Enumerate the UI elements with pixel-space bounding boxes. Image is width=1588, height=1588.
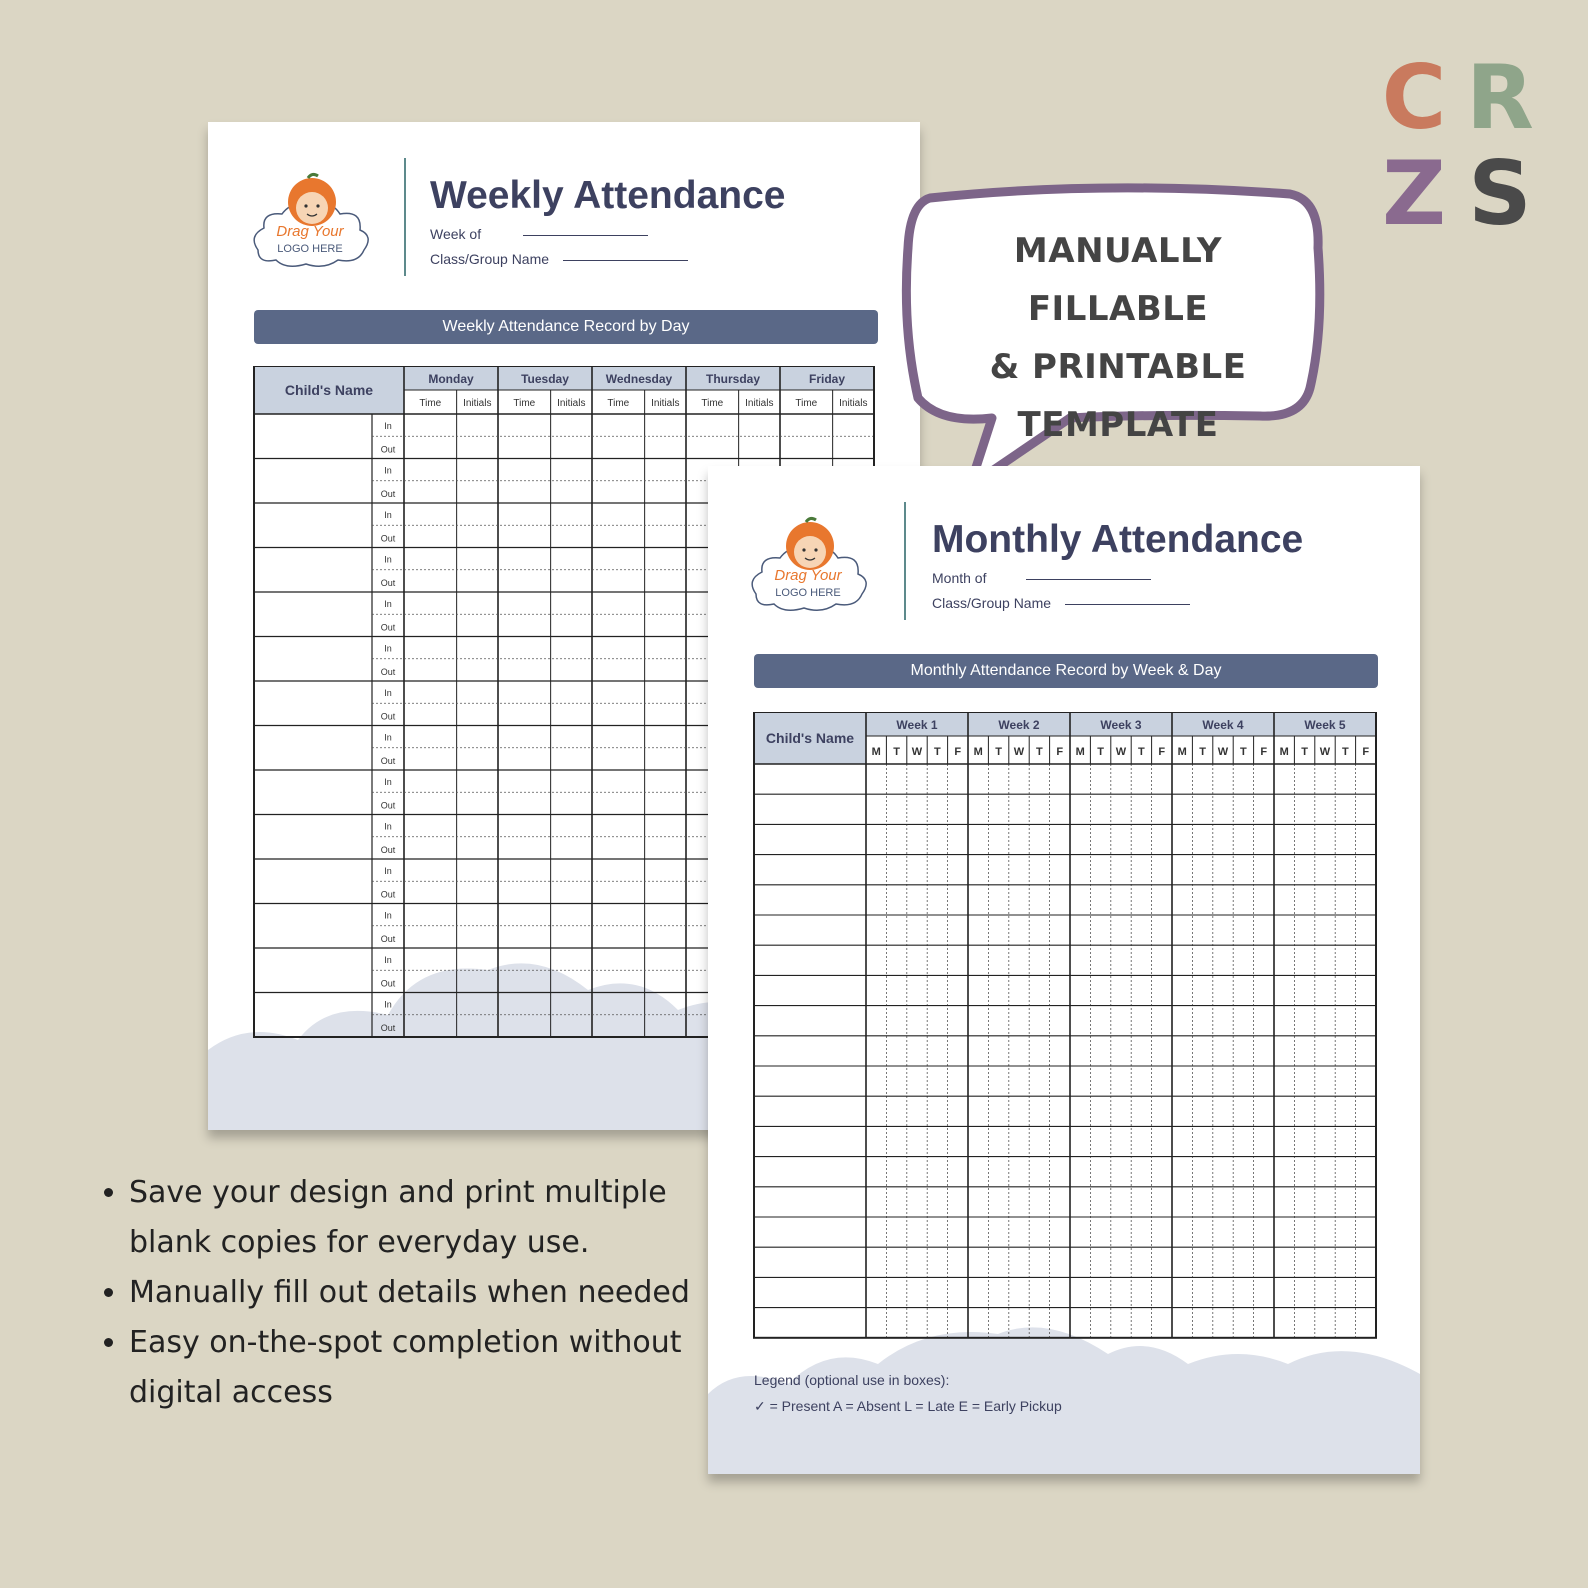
out-label: Out [380,711,396,722]
in-label: In [384,465,392,476]
day-header-tuesday: Tuesday [521,372,569,386]
day-letter: W [911,746,923,758]
out-label: Out [380,489,396,499]
header-divider [404,158,406,276]
day-letter: T [1036,746,1043,758]
out-label: Out [380,1023,396,1033]
in-label: In [384,643,392,654]
day-letter: F [1056,746,1064,758]
month-of-field[interactable] [932,570,1151,586]
day-header-wednesday: Wednesday [605,372,673,386]
callout-line-1: MANUALLY FILLABLE [1013,231,1223,329]
day-letter: F [1260,746,1268,758]
day-letter: T [1301,746,1308,758]
month-of-label: Month of [932,570,987,586]
logo-script-text: Drag Your [774,567,842,584]
class-group-label: Class/Group Name [932,595,1052,611]
out-label: Out [380,578,396,588]
out-label: Out [380,533,396,544]
week-header: Week 1 [896,718,938,732]
feature-item: • Manually fill out details when needed [129,1268,719,1318]
monthly-attendance-page [708,466,1420,1474]
initials-subheader: Initials [745,398,774,409]
week-header: Week 2 [998,718,1040,732]
in-label: In [384,688,392,698]
day-letter: T [934,746,941,758]
day-letter: W [1319,746,1331,758]
feature-item: • Save your design and print multiple blank copies for everyday use. [129,1168,719,1268]
brand-letter-z: Z [1382,142,1446,245]
day-letter: T [995,746,1002,758]
day-letter: T [1342,746,1349,758]
monthly-attendance-table [708,712,1420,1372]
in-label: In [384,866,392,876]
legend-items: ✓ = Present A = Absent L = Late E = Early Pickup [754,1398,1062,1414]
in-label: In [384,554,392,565]
day-letter: W [1217,746,1229,758]
out-label: Out [380,845,396,855]
day-letter: F [1158,746,1166,758]
out-label: Out [380,978,396,989]
logo-script-text: Drag Your [276,223,344,240]
in-label: In [384,955,392,965]
in-label: In [384,821,392,832]
out-label: Out [380,889,396,900]
out-label: Out [380,800,396,811]
time-subheader: Time [607,398,630,409]
feature-item: • Easy on-the-spot completion without digital access [129,1318,719,1418]
in-label: In [384,999,392,1010]
initials-subheader: Initials [463,398,492,409]
time-subheader: Time [795,398,818,409]
feature-list [95,1168,719,1418]
day-letter: T [1199,746,1206,758]
day-header-thursday: Thursday [705,372,761,386]
week-of-label: Week of [430,226,482,242]
day-letter: T [1097,746,1104,758]
out-label: Out [380,667,396,677]
day-letter: W [1115,746,1127,758]
in-label: In [384,910,392,921]
initials-subheader: Initials [557,398,586,409]
initials-subheader: Initials [651,398,680,409]
header-divider [904,502,906,620]
week-header: Week 3 [1100,718,1142,732]
in-label: In [384,421,392,431]
legend [754,1372,1062,1415]
callout-line-2: & PRINTABLE [989,347,1247,387]
brand-mark [1378,46,1548,245]
name-column-header: Child's Name [284,382,374,398]
callout-text [928,222,1308,454]
day-letter: T [1138,746,1145,758]
logo-placeholder[interactable] [744,514,874,624]
day-letter: T [893,746,900,758]
brand-letter-r: R [1466,46,1534,149]
day-letter: T [1240,746,1247,758]
day-letter: M [1279,746,1289,758]
week-of-field[interactable] [430,226,648,242]
out-label: Out [380,444,396,455]
in-label: In [384,510,392,520]
name-column-header: Child's Name [765,730,855,746]
class-group-field[interactable] [430,251,688,267]
section-banner: Weekly Attendance Record by Day [254,310,878,344]
brand-letter-s: S [1468,142,1532,245]
day-letter: M [1177,746,1187,758]
out-label: Out [380,934,396,944]
day-letter: F [1362,746,1370,758]
out-label: Out [380,622,396,633]
initials-subheader: Initials [839,398,868,409]
logo-caption-text: LOGO HERE [277,243,343,255]
legend-title: Legend (optional use in boxes): [754,1372,950,1388]
class-group-label: Class/Group Name [430,251,550,267]
section-banner: Monthly Attendance Record by Week & Day [754,654,1378,688]
in-label: In [384,777,392,787]
in-label: In [384,599,392,609]
day-letter: F [954,746,962,758]
logo-placeholder[interactable] [246,170,376,280]
day-header-monday: Monday [428,372,474,386]
class-group-field[interactable] [932,595,1190,611]
logo-caption-text: LOGO HERE [775,587,841,599]
page-title: Monthly Attendance [932,518,1304,561]
day-letter: M [871,746,881,758]
brand-letter-c: C [1381,46,1447,149]
in-label: In [384,732,392,743]
day-letter: M [1075,746,1085,758]
day-letter: M [973,746,983,758]
time-subheader: Time [701,398,724,409]
table-border [754,712,1376,1338]
page-title: Weekly Attendance [430,174,786,217]
time-subheader: Time [513,398,536,409]
out-label: Out [380,756,396,766]
week-header: Week 4 [1202,718,1244,732]
time-subheader: Time [419,398,442,409]
day-header-friday: Friday [808,372,846,386]
day-letter: W [1013,746,1025,758]
callout-line-3: TEMPLATE [1017,405,1219,445]
week-header: Week 5 [1304,718,1346,732]
